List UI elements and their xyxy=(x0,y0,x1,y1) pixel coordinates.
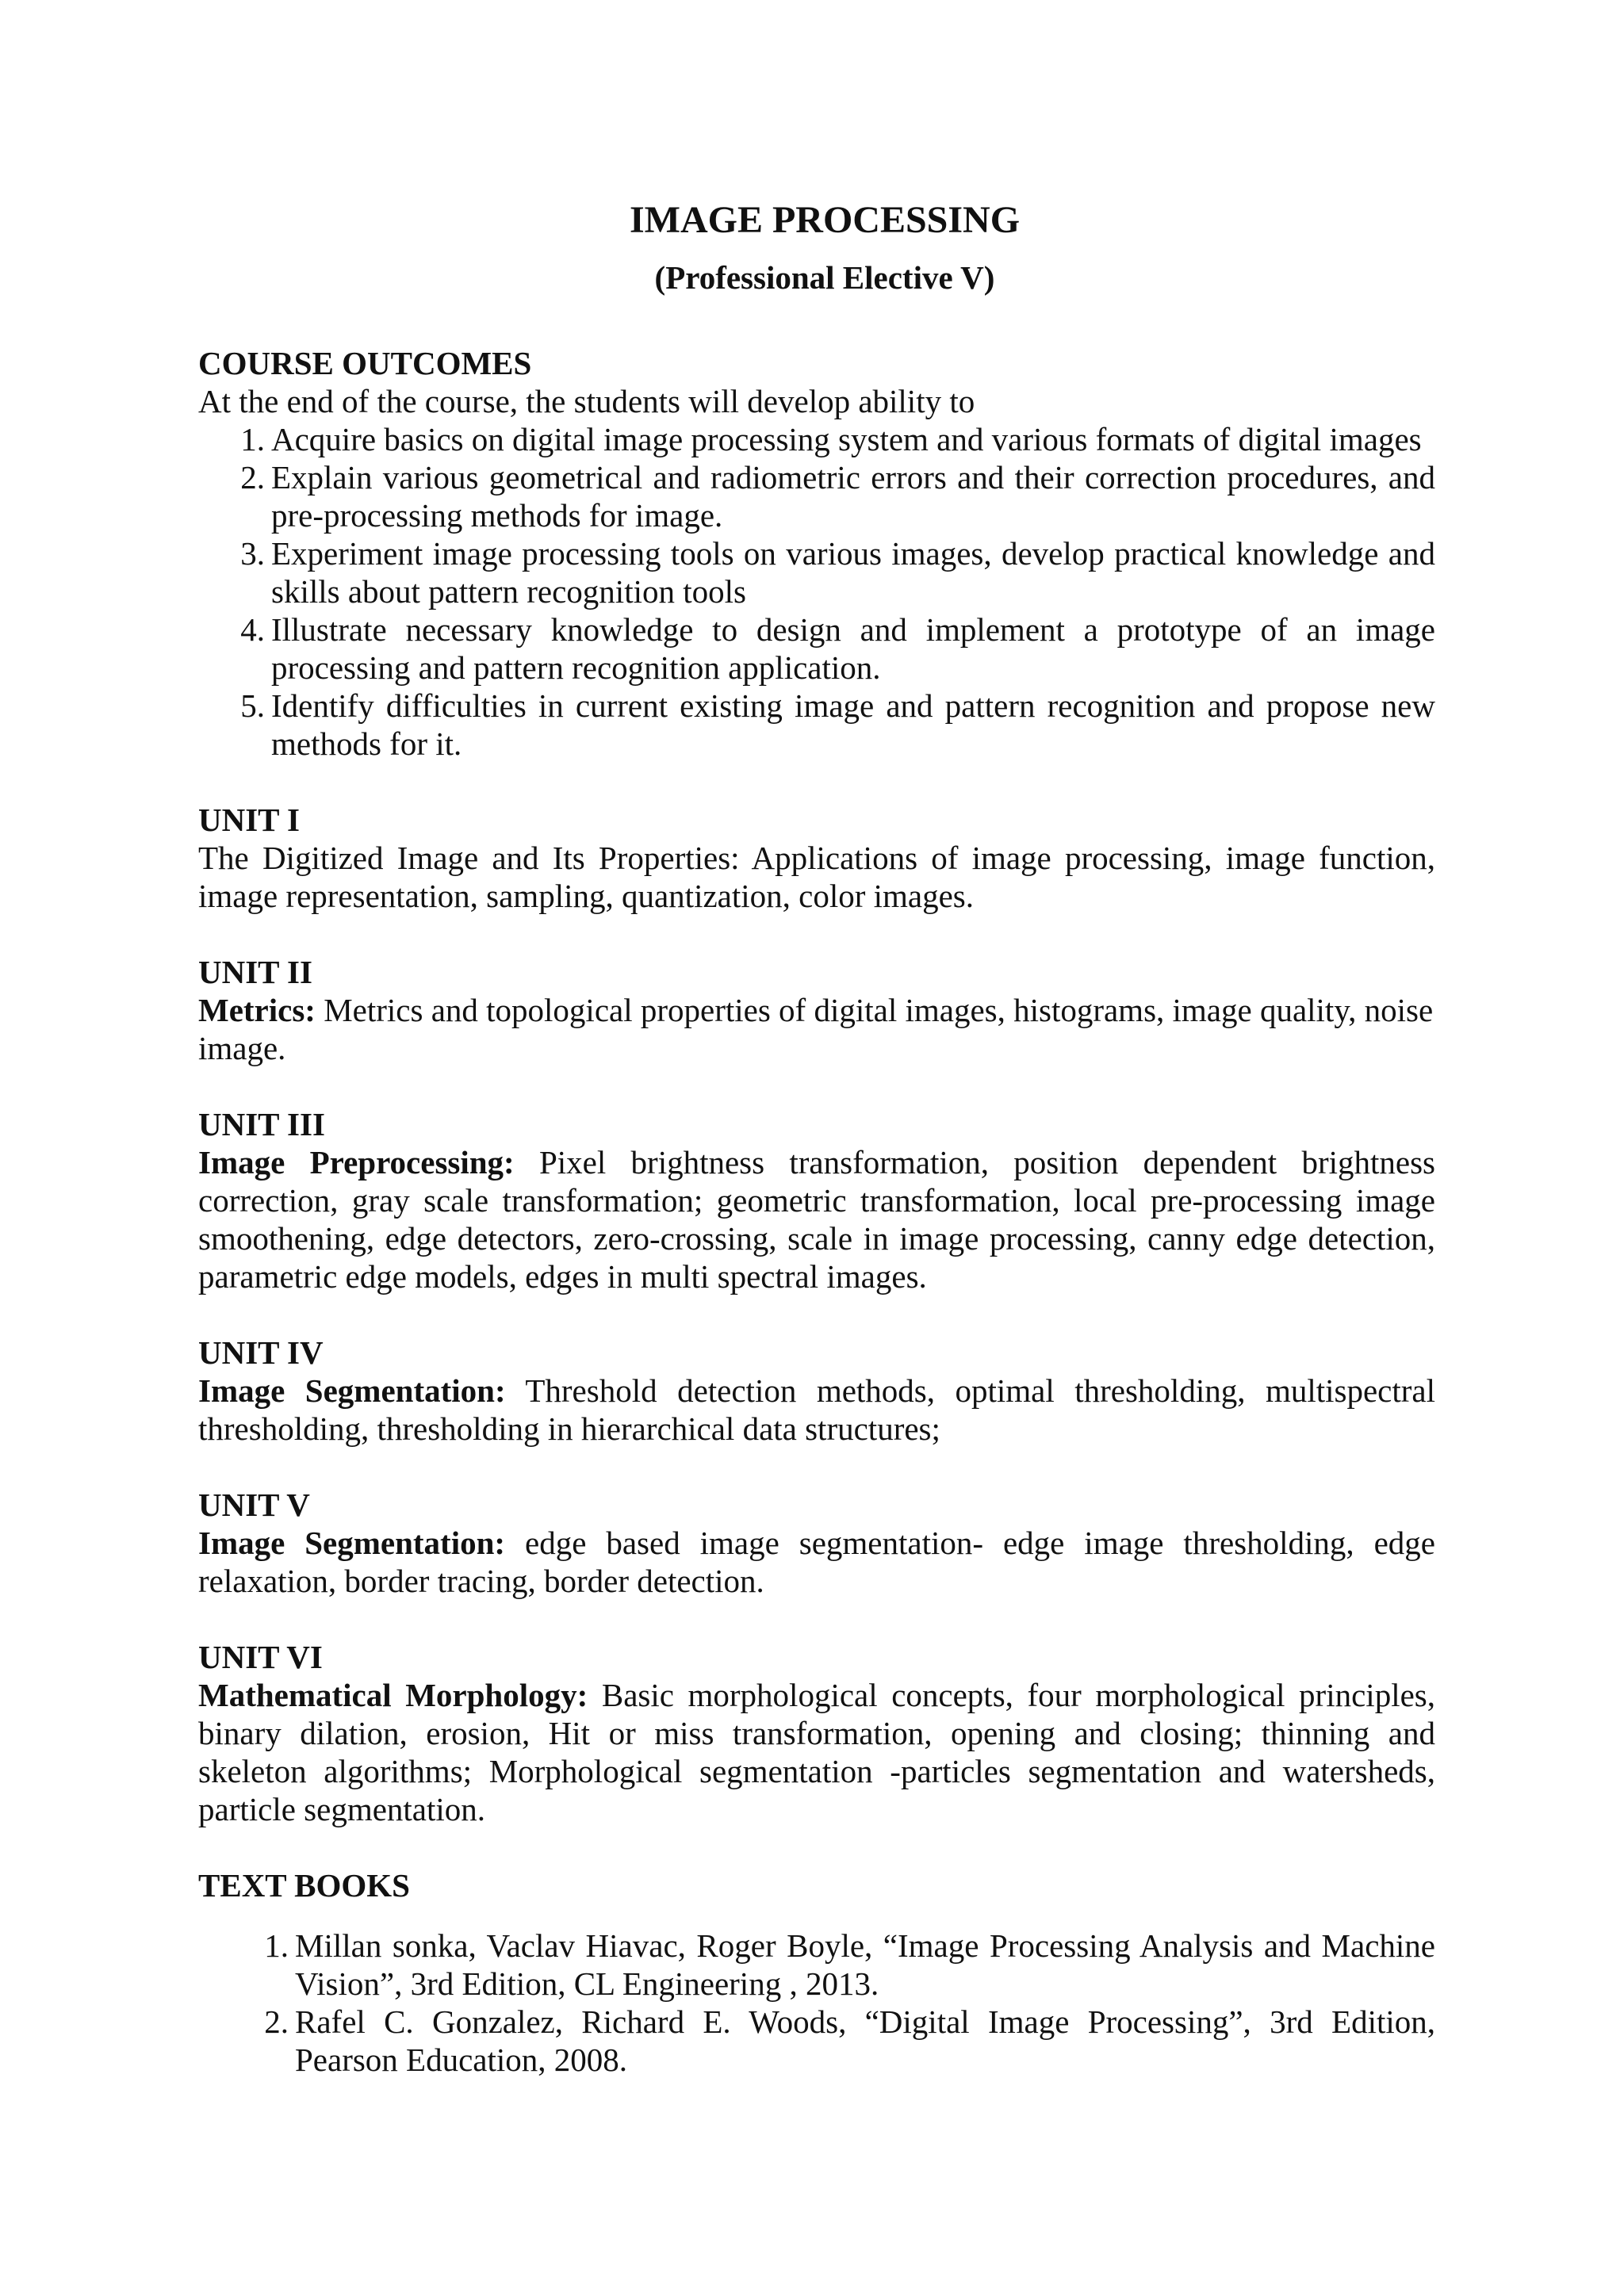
outcome-item xyxy=(198,687,1435,763)
outcome-text: Explain various geometrical and radiometric errors and their correction procedures, and pre-processing methods for image. xyxy=(271,459,1435,534)
unit-1-heading: UNIT I xyxy=(198,802,300,838)
unit-2-heading: UNIT II xyxy=(198,954,312,990)
unit-3-lead: Image Preprocessing: xyxy=(198,1144,515,1181)
page-title: IMAGE PROCESSING xyxy=(629,199,1021,241)
unit-2-section xyxy=(198,953,1435,1067)
text-book-citation: Millan sonka, Vaclav Hiavac, Roger Boyle, “Image Processing Analysis and Machine Vision”, 3rd Edition, CL Engineering , 2013. xyxy=(295,1927,1435,2002)
outcome-number: 3. xyxy=(240,535,265,572)
outcome-item xyxy=(198,420,1435,458)
unit-5-lead: Image Segmentation: xyxy=(198,1525,506,1561)
unit-6-heading: UNIT VI xyxy=(198,1639,323,1675)
course-outcomes-section xyxy=(198,344,1435,763)
unit-2-content xyxy=(198,991,1435,1067)
outcome-text: Experiment image processing tools on various images, develop practical knowledge and skills about pattern recognition tools xyxy=(271,535,1435,610)
course-outcomes-intro: At the end of the course, the students will develop ability to xyxy=(198,383,975,419)
unit-4-section xyxy=(198,1334,1435,1448)
unit-3-text: Pixel brightness transformation, position dependent brightness correction, gray scale transformation; geometric transformation, local pre-processing image smoothening, edge detectors, zero-crossing, scale in image processing, canny edge detection, parametric edge models, edges in multi spectral images. xyxy=(198,1144,1435,1295)
text-books-list xyxy=(198,1927,1435,2079)
outcome-text: Identify difficulties in current existing image and pattern recognition and propose new methods for it. xyxy=(271,687,1435,762)
text-book-item xyxy=(198,2003,1435,2079)
unit-5-content xyxy=(198,1524,1435,1600)
course-outcomes-list xyxy=(198,420,1435,763)
outcome-number: 5. xyxy=(240,687,265,724)
unit-3-heading: UNIT III xyxy=(198,1106,325,1142)
unit-2-lead: Metrics: xyxy=(198,992,316,1028)
text-book-number: 2. xyxy=(264,2003,289,2040)
unit-4-heading: UNIT IV xyxy=(198,1334,324,1371)
course-outcomes-heading: COURSE OUTCOMES xyxy=(198,345,532,381)
unit-3-content xyxy=(198,1143,1435,1295)
unit-5-heading: UNIT V xyxy=(198,1487,310,1523)
unit-4-text: Threshold detection methods, optimal thresholding, multispectral thresholding, thresholding in hierarchical data structures; xyxy=(198,1372,1435,1447)
unit-5-text: edge based image segmentation- edge image thresholding, edge relaxation, border tracing, border detection. xyxy=(198,1525,1435,1599)
outcome-number: 1. xyxy=(240,421,265,457)
unit-6-lead: Mathematical Morphology: xyxy=(198,1677,588,1713)
unit-2-text: Metrics and topological properties of digital images, histograms, image quality, noise image. xyxy=(198,992,1434,1066)
page-subtitle: (Professional Elective V) xyxy=(654,259,995,296)
unit-6-text: Basic morphological concepts, four morphological principles, binary dilation, erosion, Hit or miss transformation, opening and closing; thinning and skeleton algorithms; Morphological segmentation -particles segmentation and watersheds, particle segmentation. xyxy=(198,1677,1435,1827)
outcome-item xyxy=(198,610,1435,687)
unit-5-section xyxy=(198,1486,1435,1600)
text-books-section xyxy=(198,1866,1435,2079)
unit-1-text: The Digitized Image and Its Properties: Applications of image processing, image function, image representation, sampling, quantization, color images. xyxy=(198,840,1435,914)
unit-6-section xyxy=(198,1638,1435,1828)
text-book-number: 1. xyxy=(264,1927,289,1964)
outcome-number: 4. xyxy=(240,611,265,648)
unit-4-content xyxy=(198,1372,1435,1448)
unit-4-lead: Image Segmentation: xyxy=(198,1372,506,1409)
unit-3-section xyxy=(198,1105,1435,1295)
unit-1-content xyxy=(198,839,1435,915)
outcome-text: Illustrate necessary knowledge to design and implement a prototype of an image processing and pattern recognition application. xyxy=(271,611,1435,686)
text-book-item xyxy=(198,1927,1435,2003)
unit-1-section xyxy=(198,801,1435,915)
outcome-item xyxy=(198,458,1435,534)
outcome-number: 2. xyxy=(240,459,265,496)
unit-6-content xyxy=(198,1676,1435,1828)
outcome-text: Acquire basics on digital image processing system and various formats of digital images xyxy=(271,421,1422,457)
outcome-item xyxy=(198,534,1435,610)
syllabus-page xyxy=(198,198,1435,2079)
text-books-heading: TEXT BOOKS xyxy=(198,1867,410,1904)
text-book-citation: Rafel C. Gonzalez, Richard E. Woods, “Digital Image Processing”, 3rd Edition, Pearson Education, 2008. xyxy=(295,2003,1435,2078)
